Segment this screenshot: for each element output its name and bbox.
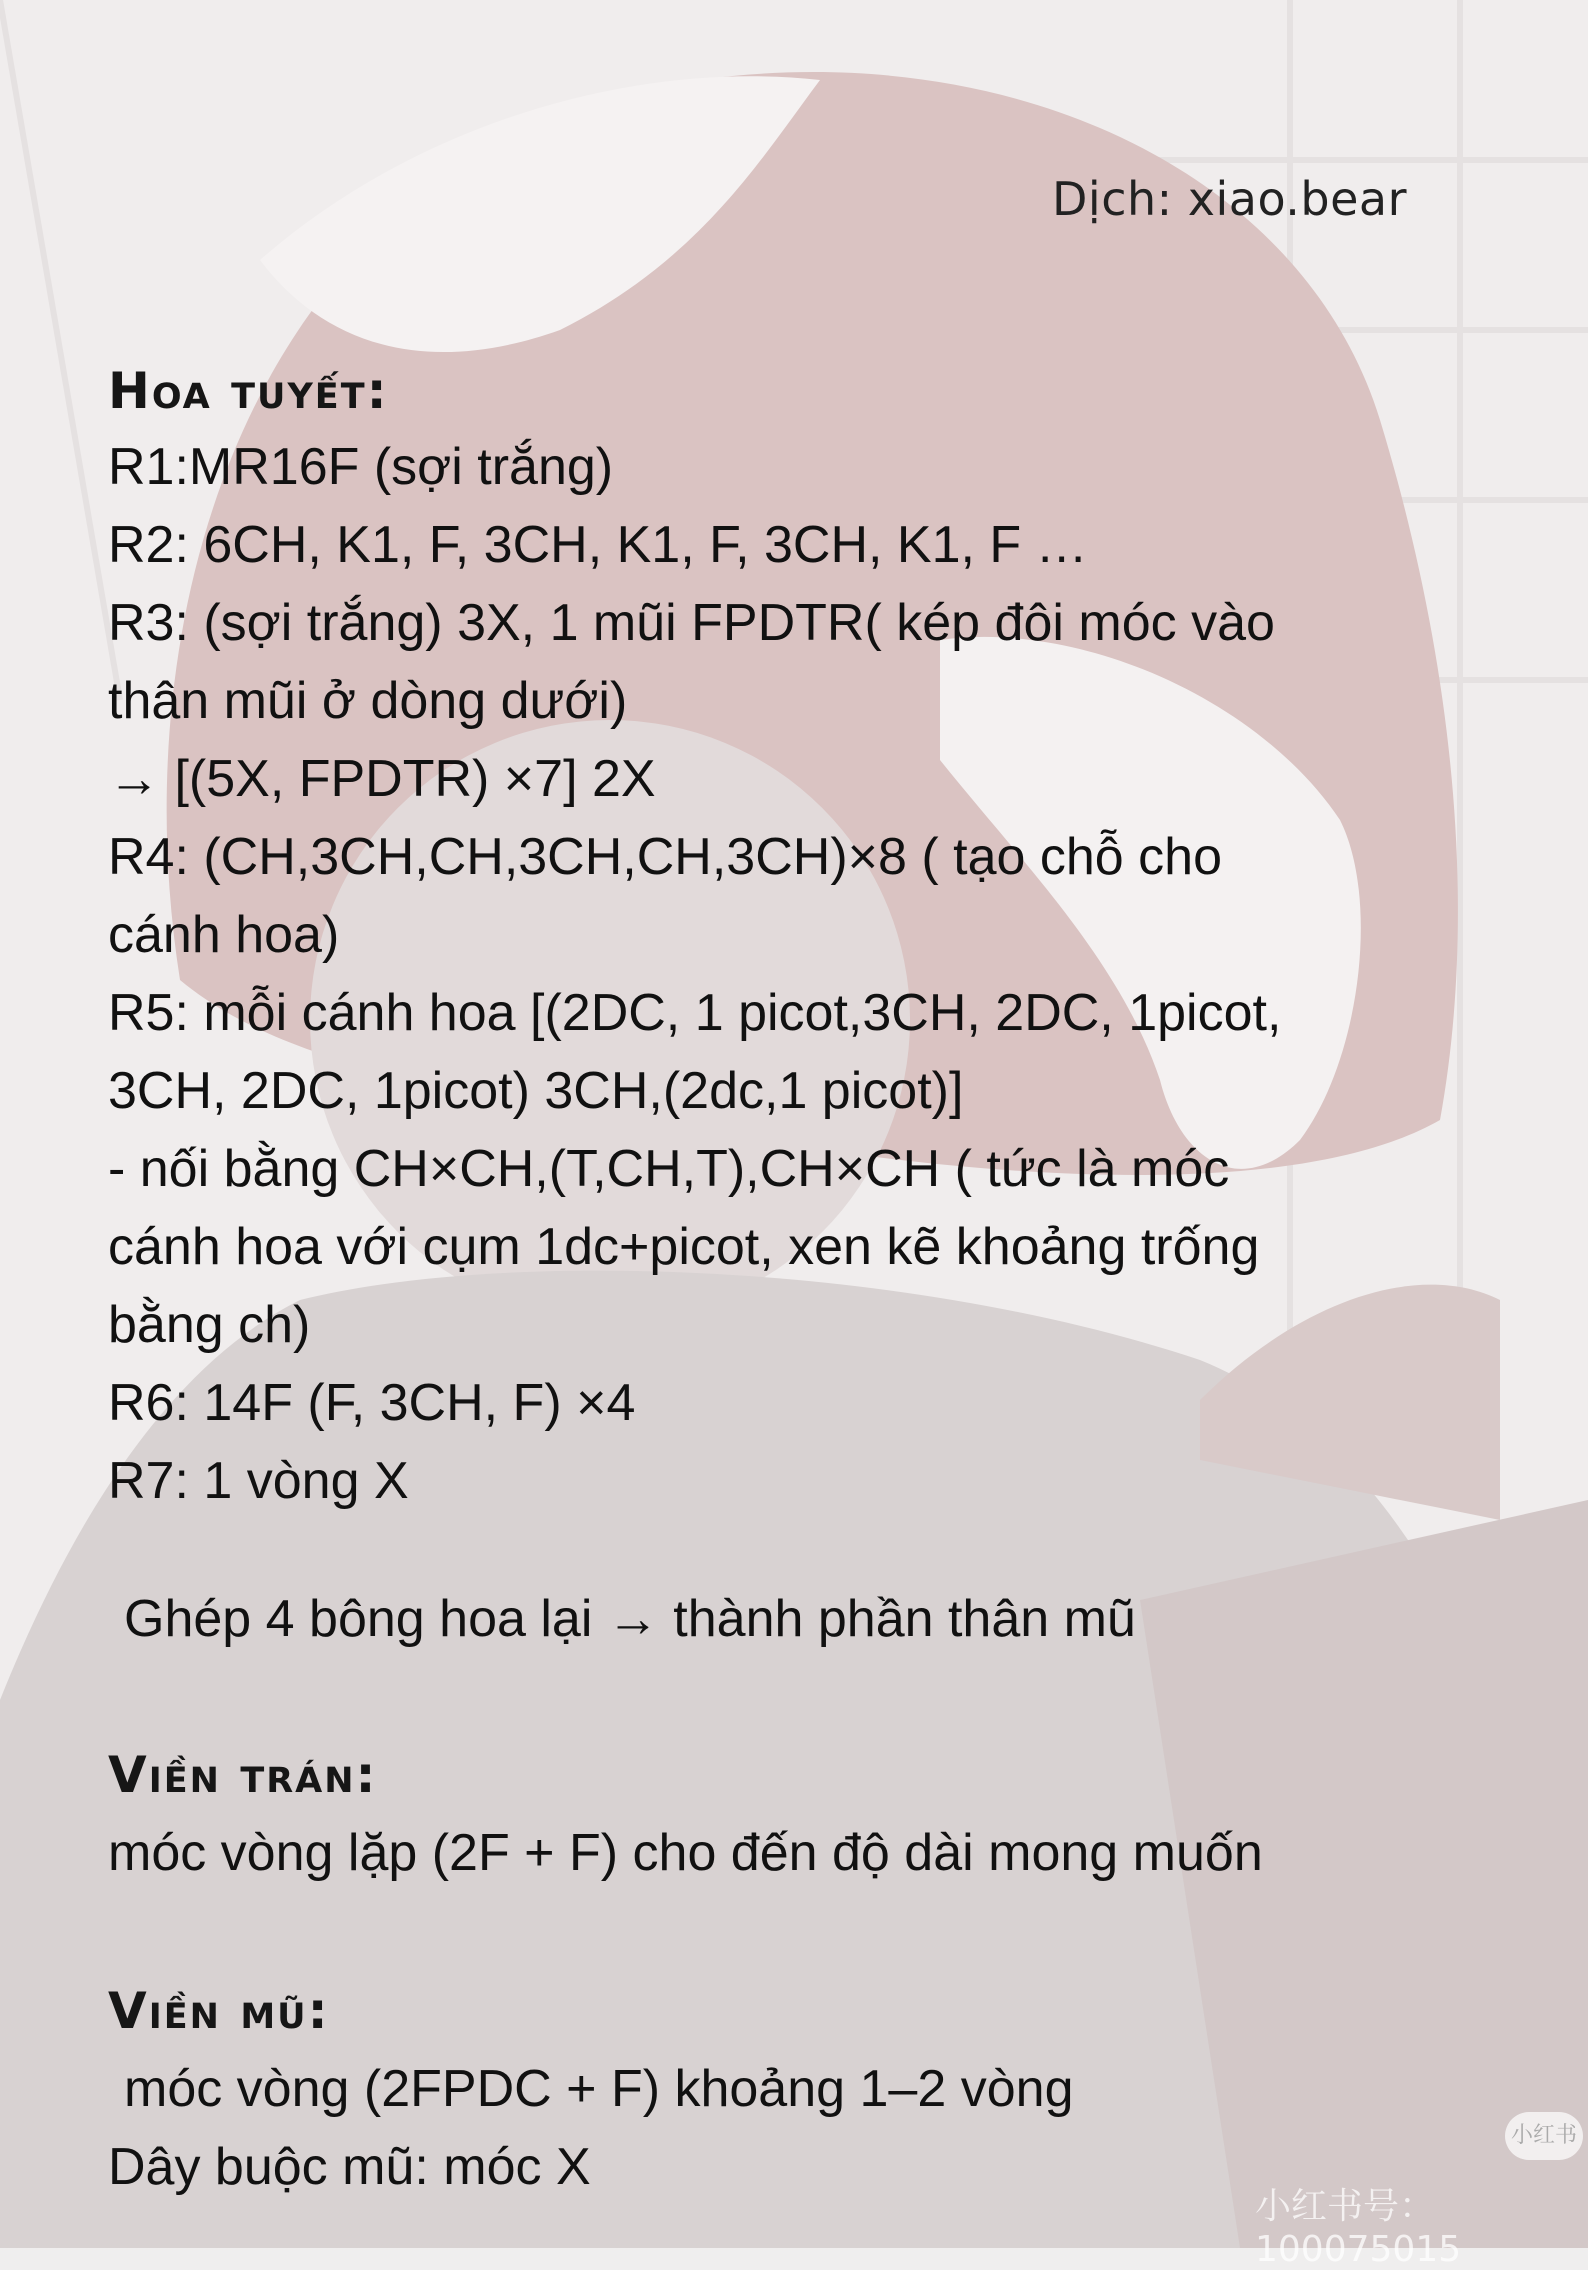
- pattern-line: R7: 1 vòng X: [108, 1452, 409, 1510]
- ties-instruction: Dây buộc mũ: móc X: [108, 2138, 591, 2196]
- section-title-snowflake: Hoa tuyết:: [108, 362, 389, 420]
- pattern-line: R4: (CH,3CH,CH,3CH,CH,3CH)×8 ( tạo chỗ cho: [108, 828, 1222, 886]
- pattern-line: R5: mỗi cánh hoa [(2DC, 1 picot,3CH, 2DC, 1picot,: [108, 984, 1282, 1042]
- section-title-brim: Viền mũ:: [108, 1982, 330, 2040]
- pattern-line: cánh hoa với cụm 1dc+picot, xen kẽ khoảng trống: [108, 1218, 1260, 1276]
- pattern-line: R3: (sợi trắng) 3X, 1 mũi FPDTR( kép đôi móc vào: [108, 594, 1275, 652]
- section-title-forehead: Viền trán:: [108, 1746, 378, 1804]
- pattern-line: R6: 14F (F, 3CH, F) ×4: [108, 1374, 636, 1432]
- pattern-line: - nối bằng CH×CH,(T,CH,T),CH×CH ( tức là móc: [108, 1140, 1230, 1198]
- forehead-instruction: móc vòng lặp (2F + F) cho đến độ dài mong muốn: [108, 1824, 1263, 1882]
- translator-credit: Dịch: xiao.bear: [1052, 172, 1408, 226]
- pattern-line: bằng ch): [108, 1296, 311, 1354]
- join-note: Ghép 4 bông hoa lại → thành phần thân mũ: [124, 1590, 1136, 1648]
- pattern-line: cánh hoa): [108, 906, 340, 964]
- pattern-line: 3CH, 2DC, 1picot) 3CH,(2dc,1 picot)]: [108, 1062, 964, 1120]
- pattern-line: R1:MR16F (sợi trắng): [108, 438, 614, 496]
- pattern-line: → [(5X, FPDTR) ×7] 2X: [108, 750, 656, 808]
- pattern-line: R2: 6CH, K1, F, 3CH, K1, F, 3CH, K1, F …: [108, 516, 1088, 574]
- brim-instruction: móc vòng (2FPDC + F) khoảng 1–2 vòng: [124, 2060, 1074, 2118]
- pattern-line: thân mũi ở dòng dưới): [108, 672, 628, 730]
- watermark-badge: 小红书: [1505, 2112, 1583, 2160]
- watermark-text: 小红书号：100075015: [1255, 2186, 1462, 2270]
